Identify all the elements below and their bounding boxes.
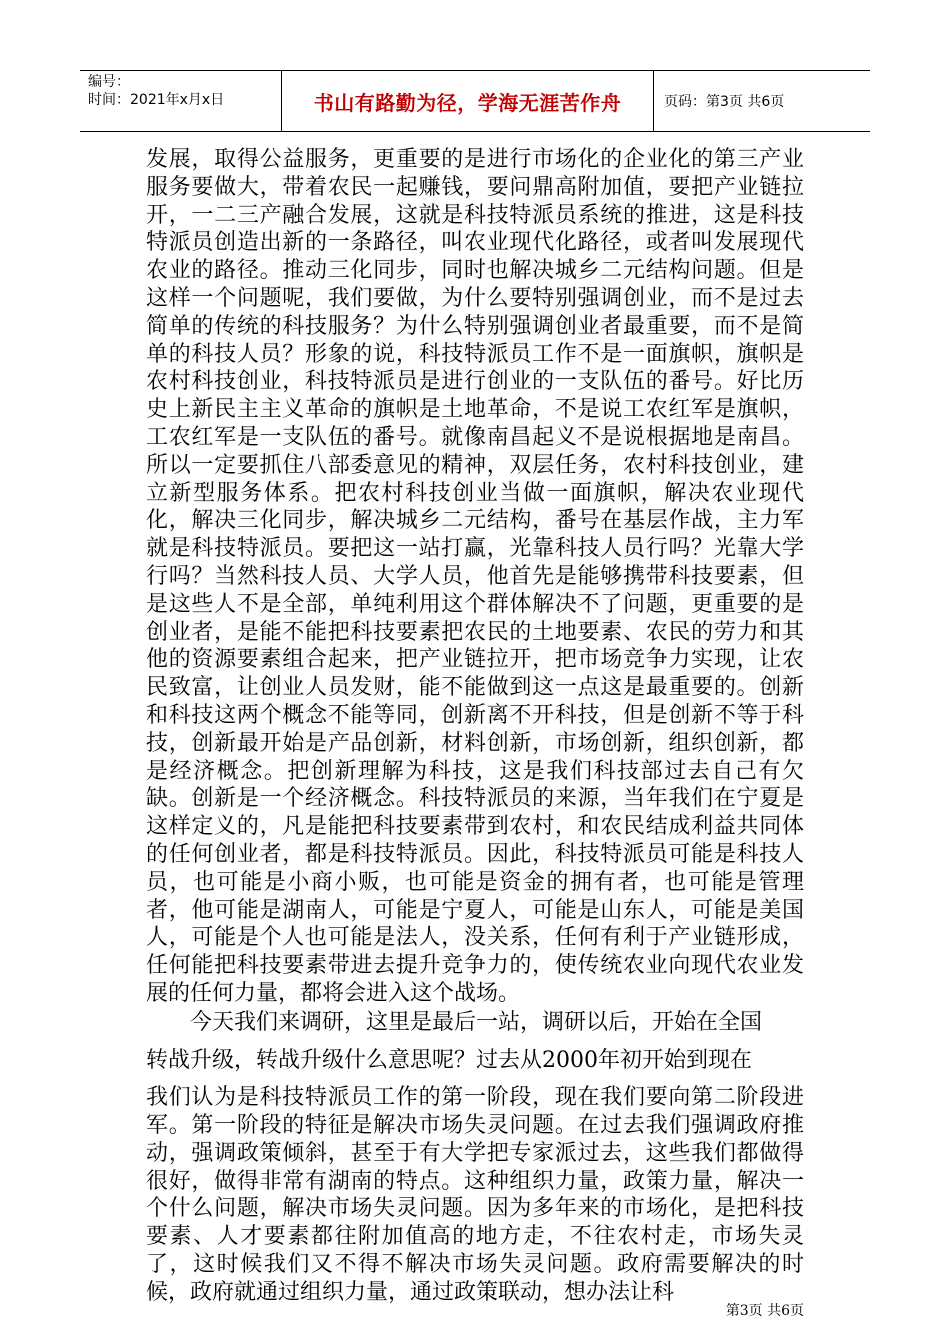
header-page-number: 页码：第3页 共6页 bbox=[664, 94, 785, 110]
header-left-cell bbox=[80, 71, 282, 131]
page-footer: 第3页 共6页 bbox=[725, 1303, 804, 1319]
body-text bbox=[146, 146, 804, 1307]
paragraph-1: 发展，取得公益服务，更重要的是进行市场化的企业化的第三产业服务要做大，带着农民一起赚钱，要问鼎高附加值，要把产业链拉开，一二三产融合发展，这就是科技特派员系统的推进，这是科技特派员创造出新的一条路径，叫农业现代化路径，或者叫发展现代农业的路径。推动三化同步，同时也解决城乡二元结构问题。但是这样一个问题呢，我们要做，为什么要特别强调创业，而不是过去简单的传统的科技服务？为什么特别强调创业者最重要，而不是简单的科技人员？形象的说，科技特派员工作不是一面旗帜，旗帜是农村科技创业，科技特派员是进行创业的一支队伍的番号。好比历史上新民主主义革命的旗帜是土地革命，不是说工农红军是旗帜，工农红军是一支队伍的番号。就像南昌起义不是说根据地是南昌。所以一定要抓住八部委意见的精神，双层任务，农村科技创业，建立新型服务体系。把农村科技创业当做一面旗帜，解决农业现代化，解决三化同步，解决城乡二元结构，番号在基层作战，主力军就是科技特派员。要把这一站打赢，光靠科技人员行吗？光靠大学行吗？当然科技人员、大学人员，他首先是能够携带科技要素，但是这些人不是全部，单纯利用这个群体解决不了问题，更重要的是创业者，是能不能把科技要素把农民的土地要素、农民的劳力和其他的资源要素组合起来，把产业链拉开，把市场竞争力实现，让农民致富，让创业人员发财，能不能做到这一点这是最重要的。创新和科技这两个概念不能等同，创新离不开科技，但是创新不等于科技，创新最开始是产品创新，材料创新，市场创新，组织创新，都是经济概念。把创新理解为科技，这是我们科技部过去自己有欠缺。创新是一个经济概念。科技特派员的来源，当年我们在宁夏是这样定义的，凡是能把科技要素带到农村，和农民结成利益共同体的任何创业者，都是科技特派员。因此，科技特派员可能是科技人员，也可能是小商小贩，也可能是资金的拥有者，也可能是管理者，他可能是湖南人，可能是宁夏人，可能是山东人，可能是美国人，可能是个人也可能是法人，没关系，任何有利于产业链形成，任何能把科技要素带进去提升竞争力的，使传统农业向现代农业发展的任何力量，都将会进入这个战场。 bbox=[146, 147, 804, 1006]
document-time-label: 时间：2021年x月x日 bbox=[88, 92, 225, 108]
paragraph-2-line-2: 转战升级，转战升级什么意思呢？过去从2000年初开始到现在 bbox=[146, 1047, 752, 1073]
document-number-label: 编号： bbox=[88, 74, 130, 90]
paragraph-2-rest: 我们认为是科技特派员工作的第一阶段，现在我们要向第二阶段进军。第一阶段的特征是解决市场失灵问题。在过去我们强调政府推动，强调政策倾斜，甚至于有大学把专家派过去，这些我们都做得很好，做得非常有湖南的特点。这种组织力量，政策力量，解决一个什么问题，解决市场失灵问题。因为多年来的市场化，是把科技要素、人才要素都往附加值高的地方走，不往农村走，市场失灵了，这时候我们又不得不解决市场失灵问题。政府需要解决的时候，政府就通过组织力量，通过政策联动，想办法让科 bbox=[146, 1085, 804, 1305]
paragraph-2-line-1: 今天我们来调研，这里是最后一站，调研以后，开始在全国 bbox=[190, 1009, 763, 1035]
header-motto: 书山有路勤为径，学海无涯苦作舟 bbox=[282, 71, 654, 131]
page-header bbox=[80, 70, 870, 132]
